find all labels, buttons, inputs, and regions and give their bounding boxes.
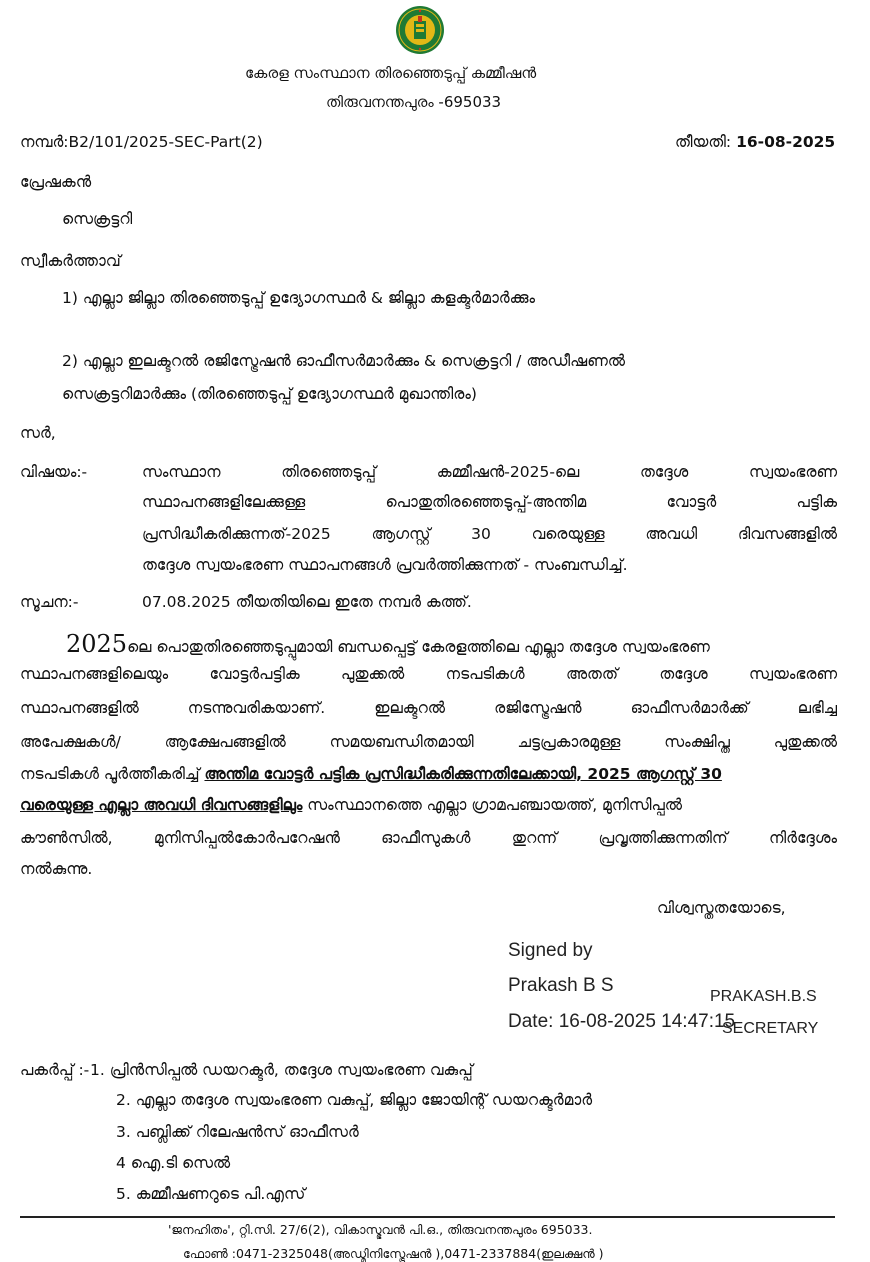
printed-name: PRAKASH.B.S	[710, 988, 817, 1005]
copy-item: 1. പ്രിൻസിപ്പൽ ഡയറക്ടർ, തദ്ദേശ സ്വയംഭരണ വകുപ്പ്	[90, 1061, 473, 1079]
sender-label: പ്രേഷകൻ	[20, 173, 92, 191]
body-line-6	[20, 796, 682, 815]
body-line-1-text: ലെ പൊതുതിരഞ്ഞെടുപ്പുമായി ബന്ധപ്പെട്ട് കേരളത്തിലെ എല്ലാ തദ്ദേശ സ്വയംഭരണ	[127, 638, 710, 656]
reference-label: സൂചന:-	[20, 593, 79, 611]
body-emphasis-2: വരെയുള്ള എല്ലാ അവധി ദിവസങ്ങളിലും	[20, 796, 303, 814]
copy-item: 3. പബ്ലിക്ക് റിലേഷൻസ് ഓഫീസർ	[116, 1123, 359, 1141]
subject-line-4: തദ്ദേശ സ്വയംഭരണ സ്ഥാപനങ്ങൾ പ്രവർത്തിക്കുന്നത് - സംബന്ധിച്ച്.	[142, 556, 628, 574]
copy-item: 5. കമ്മീഷണറുടെ പി.എസ്	[116, 1185, 306, 1203]
signer-name: Prakash B S	[508, 975, 614, 996]
body-line-1	[66, 630, 710, 658]
body-year: 2025	[66, 630, 128, 658]
body-line-6-text: സംസ്ഥാനത്തെ എല്ലാ ഗ്രാമപഞ്ചായത്ത്, മുനിസിപ്പൽ	[302, 796, 683, 814]
footer-phone: ഫോൺ :0471-2325048(അഡ്മിനിസ്ട്രേഷൻ ),0471-2337884(ഇലക്ഷൻ )	[183, 1246, 604, 1261]
body-line-2: സ്ഥാപനങ്ങളിലെയും വോട്ടർപട്ടിക പുതുക്കൽ നടപടികൾ അതത് തദ്ദേശ സ്വയംഭരണ	[20, 665, 837, 683]
body-line-5-text: നടപടികൾ പൂർത്തീകരിച്ച്	[20, 765, 205, 783]
closing: വിശ്വസ്തതയോടെ,	[657, 899, 786, 917]
subject-line-2: സ്ഥാപനങ്ങളിലേക്കുള്ള പൊതുതിരഞ്ഞെടുപ്പ്-അന്തിമ വോട്ടർ പട്ടിക	[142, 493, 837, 511]
reference-number: നമ്പർ:B2/101/2025-SEC-Part(2)	[20, 133, 263, 151]
recipient-item-2: 2) എല്ലാ ഇലക്ടറൽ രജിസ്ട്രേഷൻ ഓഫീസർമാർക്കും & സെക്രട്ടറി / അഡീഷണൽ	[62, 352, 626, 370]
recipient-item-2-cont: സെക്രട്ടറിമാർക്കും (തിരഞ്ഞെടുപ്പ് ഉദ്യോഗസ്ഥർ മുഖാന്തിരം)	[62, 385, 477, 403]
body-line-7: കൗൺസിൽ, മുനിസിപ്പൽകോർപറേഷൻ ഓഫീസുകൾ തുറന്ന് പ്രവൃത്തിക്കുന്നതിന് നിർദ്ദേശം	[20, 829, 837, 847]
body-emphasis-1: അന്തിമ വോട്ടർ പട്ടിക പ്രസിദ്ധീകരിക്കുന്നതിലേക്കായി, 2025 ആഗസ്റ്റ് 30	[204, 765, 722, 783]
signature-date: Date: 16-08-2025 14:47:15	[508, 1011, 736, 1032]
reference-text: 07.08.2025 തീയതിയിലെ ഇതേ നമ്പർ കത്ത്.	[142, 593, 472, 611]
subject-line-3: പ്രസിദ്ധീകരിക്കുന്നത്-2025 ആഗസ്റ്റ് 30 വരെയുള്ള അവധി ദിവസങ്ങളിൽ	[142, 525, 837, 543]
subject-label: വിഷയം:-	[20, 463, 88, 481]
date-value: 16-08-2025	[736, 133, 836, 151]
copy-item: 2. എല്ലാ തദ്ദേശ സ്വയംഭരണ വകുപ്പ്, ജില്ലാ ജോയിന്റ് ഡയറക്ടർമാർ	[116, 1091, 593, 1109]
signed-by-label: Signed by	[508, 940, 593, 961]
copy-label: പകർപ്പ് :-	[20, 1061, 90, 1079]
organization-place: തിരുവനന്തപുരം -695033	[326, 93, 502, 111]
recipient-item-1: 1) എല്ലാ ജില്ലാ തിരഞ്ഞെടുപ്പ് ഉദ്യോഗസ്ഥർ & ജില്ലാ കളക്ടർമാർക്കും	[62, 289, 536, 307]
date-label: തീയതി:	[675, 133, 737, 151]
designation: SECRETARY	[722, 1020, 819, 1037]
salutation: സർ,	[20, 424, 56, 442]
footer-divider	[20, 1216, 835, 1218]
letter-date	[675, 133, 835, 152]
commission-seal-logo	[395, 5, 445, 55]
organization-name: കേരള സംസ്ഥാന തിരഞ്ഞെടുപ്പ് കമ്മീഷൻ	[245, 64, 537, 82]
recipient-label: സ്വീകർത്താവ്	[20, 252, 121, 270]
sender-name: സെക്രട്ടറി	[62, 210, 133, 228]
body-line-5	[20, 765, 722, 784]
footer-address: 'ജനഹിതം', റ്റി.സി. 27/6(2), വികാസ്ഭവൻ പി.ഒ., തിരുവനന്തപുരം 695033.	[168, 1222, 593, 1237]
subject-line-1: സംസ്ഥാന തിരഞ്ഞെടുപ്പ് കമ്മീഷൻ-2025-ലെ തദ്ദേശ സ്വയംഭരണ	[142, 463, 837, 481]
body-line-4: അപേക്ഷകൾ/ ആക്ഷേപങ്ങളിൽ സമയബന്ധിതമായി ചട്ടപ്രകാരമുള്ള സംക്ഷിപ്ത പുതുക്കൽ	[20, 733, 837, 751]
copy-item: 4 ഐ.ടി സെൽ	[116, 1154, 231, 1172]
body-line-3: സ്ഥാപനങ്ങളിൽ നടന്നുവരികയാണ്. ഇലക്ടറൽ രജിസ്ട്രേഷൻ ഓഫീസർമാർക്ക് ലഭിച്ച	[20, 699, 837, 717]
body-line-8: നൽകുന്നു.	[20, 860, 93, 878]
